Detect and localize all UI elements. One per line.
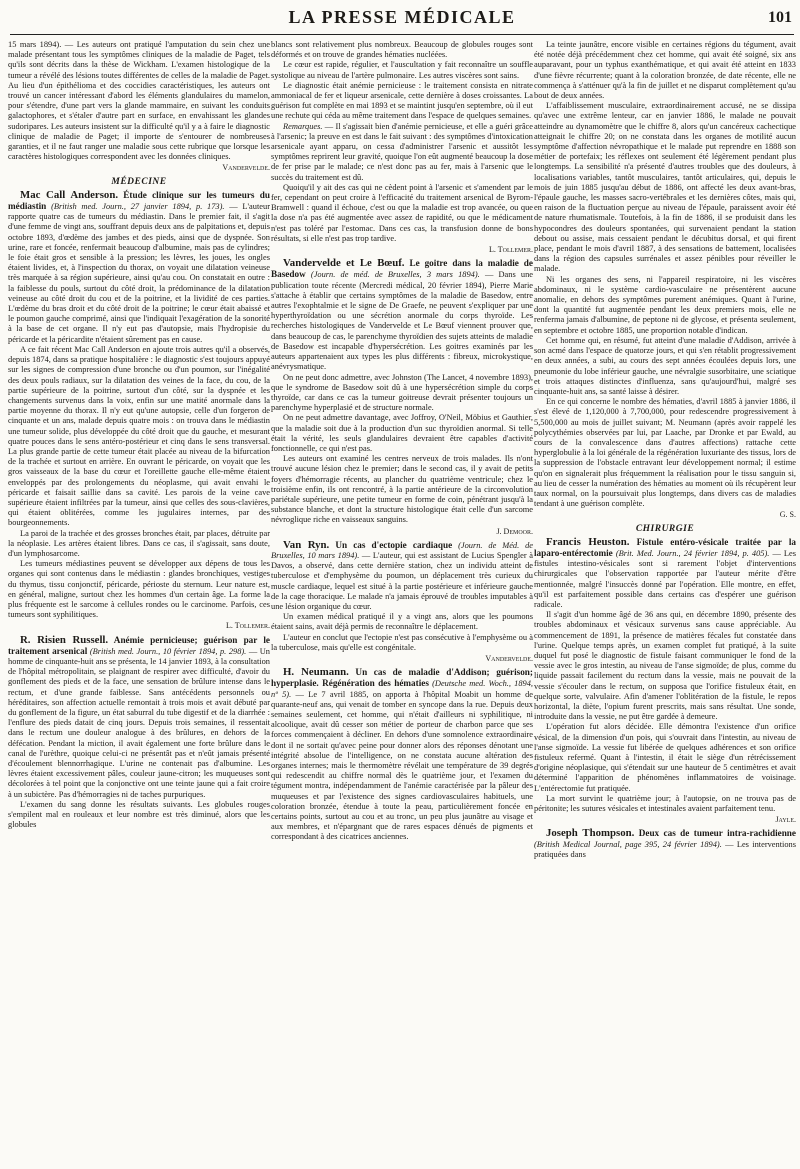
column-3	[534, 40, 796, 1167]
paragraph: Quoiqu'il y ait des cas qui ne cèdent point à l'arsenic et s'amendent par le fer, cependant on peut croire à l'efficacité du traitement arsenical de Byrom-Bramwell : quand il échoue, c'est ou que la maladie est trop avancée, ou que la dose n'a pas été augmentée avec assez de rapidité, ou que le médicament n'est pas toléré par l'estomac. Dans ces cas, la transfusion donne de bons résultats, si elle n'est pas trop tardive.	[271, 182, 533, 243]
article-author: Francis Heuston.	[546, 535, 630, 548]
paragraph: Ni les organes des sens, ni l'appareil respiratoire, ni les viscères abdominaux, ni le système cardio-vasculaire ne présentèrent aucune anomalie, en dehors des symptômes purement anémiques. Quant à l'urine, dont la quantité fut augmentée pendant les deux premiers mois, elle ne renferma jamais d'albumine, de peptone ni de glycose, et présenta seulement, en septembre et octobre 1885, une proportion notable d'indican.	[534, 274, 796, 335]
article-author: Van Ryn.	[283, 538, 330, 551]
article-title: Étude clinique sur les tumeurs du médiastin	[8, 189, 270, 212]
paragraph: blancs sont relativement plus nombreux. Beaucoup de globules rouges sont déformés et on trouve de grandes hématies nucléées.	[271, 40, 533, 60]
article-mac-call-anderson	[8, 190, 270, 345]
article-author: Joseph Thompson.	[546, 827, 635, 840]
paragraph: On ne peut donc admettre, avec Johnston (The Lancet, 4 novembre 1893), que le syndrome de Basedow soit dû à une hypersécrétion simple du corps thyroïde, car dans ce cas la tumeur goitreuse devrait présenter toujours un parenchyme hyperplasié et de structure normale.	[271, 372, 533, 413]
signature: L. Tollemer.	[226, 621, 270, 631]
article-text: — Dans une publication toute récente (Mercredi médical, 20 février 1894), Pierre Marie s'attache à établir que certains symptômes de la maladie de Basedow, entre autres l'exophtalmie et le signe de De Graefe, ne peuvent s'expliquer par une hyperthyroïdation ou une sécrétion anormale du corps thyroïde. Les recherches histologiques de Vandervelde et Le Bœuf viennent prouver que, dans beaucoup de cas, le parenchyme thyroïdien des sujets atteints de maladie de Basedow est incapable d'hypersécrétion. Les goitres examinés par les auteurs appartenaient aux types les plus différents : fibreux, microkystique, anévrysmatique.	[271, 270, 533, 372]
article-author: H. Neumann.	[283, 666, 349, 679]
page-header	[10, 4, 794, 35]
column-1	[8, 40, 270, 1167]
article-reference: (British med. Journ., 10 février 1894, p. 298).	[87, 646, 247, 656]
article-text: — Les fistules intestino-vésicales sont si rarement l'objet d'interventions chirurgicales que l'observation rapportée par l'auteur mérite d'être mentionnée, malgré l'insuccès donné par l'opération. Elle montre, en effet, qu'il est parfaitement possible dans certains cas d'espérer une guérison radicale.	[534, 548, 796, 609]
article-title: Le goitre dans la maladie de Basedow	[271, 258, 533, 280]
journal-title: LA PRESSE MÉDICALE	[288, 7, 516, 27]
article-title: Un cas de maladie d'Addison; guérison; hyperplasie. Régénération des hématies	[271, 667, 533, 689]
article-text: — Le 7 avril 1885, on apporta à l'hôpital Moabit un homme de quarante-neuf ans, qui venait de tomber en syncope dans la rue. Depuis deux semaines seulement, cet homme, qui n'était d'ailleurs ni syphilitique, ni alcoolique, avait dû cesser son métier de porteur de charbon parce que ses forces commençaient à décliner. En dehors d'une somnolence extraordinaire dont il ne sortait qu'avec peine pour donner alors des réponses dénotant une intégrité absolue de l'intelligence, on ne constata aucune altération des organes internes; mais le thermomètre révélait une température de 39 degrés qui redescendit au chiffre normal dès le quatrième jour, et l'examen du tégument montra, indépendamment de l'anémie caractérisée par la pâleur des muqueuses et par l'existence des signes cardiovasculaires habituels, une coloration bronzée, étendue à toute la peau, particulièrement foncée en certains points, surtout au cou et au tronc, un peu plus jaunâtre au visage et aux membres, et n'épargnant que de rares espaces dénués de pigments et correspondant à des cicatrices anciennes.	[271, 689, 533, 842]
page-number: 101	[768, 9, 792, 26]
article-title: Anémie pernicieuse; guérison par le traitement arsenical	[8, 634, 270, 656]
paragraph: Le cœur est rapide, régulier, et l'auscultation y fait reconnaître un souffle systolique au niveau de l'artère pulmonaire. Les autres viscères sont sains.	[271, 60, 533, 80]
section-heading-medecine: MÉDECINE	[111, 176, 167, 187]
paragraph: L'auteur en conclut que l'ectopie n'est pas consécutive à l'emphysème ou à la tuberculose, mais qu'elle est congénitale.	[271, 632, 533, 652]
paragraph: A ce fait récent Mac Call Anderson en ajoute trois autres qu'il a observés, depuis 1874, dans sa pratique hospitalière : le diagnostic s'est toujours appuyé sur les signes de compression d'une bronche ou d'un poumon, sur l'inégalité des deux pouls radiaux, sur la dilatation des veines de la face, du cou, de la partie supérieure de la poitrine, surtout d'un côté, sur la dyspnée et les changements survenus dans la voix, enfin sur une matité anormale dans la partie moyenne du thorax. Il n'y eut qu'une autopsie, celle d'un forgeron de cinquante et un ans, malade depuis quatre mois : on trouva dans le médiastin une tumeur solide, plus développée du côté droit que du gauche, et mesurant quatre pouces dans le sens antéro-postérieur et cinq dans le sens transversal. La plus grande partie de cette tumeur était placée au niveau de la bifurcation de la trachée et surtout en arrière. En ouvrant le péricarde, on voyait que les gros vaisseaux de la base du cœur et l'oreillette gauche elle-même étaient enveloppés par des prolongements du néoplasme, qui avait envahi le péricarde et faisait saillie dans sa cavité. Les parois de la veine cave supérieure étaient infiltrées par la tumeur, ainsi que celles des sous-clavières, qui étaient oblitérées, comme les jugulaires internes, par des bourgeonnements.	[8, 344, 270, 528]
article-reference: (Journ. de Méd. de Bruxelles, 10 mars 1894).	[271, 540, 533, 560]
paragraph: L'affaiblissement musculaire, extraordinairement accusé, ne se dissipa qu'avec une extrême lenteur, car en janvier 1886, le malade ne pouvait atteindre au dynamomètre que le chiffre 8, alors qu'un cancéreux cachectique atteignait le chiffre 20; on ne constata dans les organes de motilité aucun symptôme d'affection névropathique et le malade put reprendre en 1888 son métier de portefaix; les réflexes ont seulement été légèrement pendant plus longtemps. La sensibilité n'a présenté d'autres troubles que des douleurs, à localisations variables, tantôt musculaires, tantôt articulaires, qui, depuis le mois de juin 1885 jusqu'au début de 1886, ont affecté les deux avant-bras, l'épaule gauche, les masses sacro-vertébrales et les dernières côtes, mais qui, en raison de la fluctuation perçue au niveau de l'épaule, paraissent avoir été de nature rhumatismale. Toutefois, à la fin de 1886, il se produisit dans les hypocondres des douleurs spontanées, qui survenaient pendant la station debout ou assise, mais cessaient pendant le décubitus dorsal, et qui firent place, pendant le mois d'avril 1887, à des sensations de battement, localisées dans la région des capsules surrénales et assez pénibles pour réveiller le malade.	[534, 101, 796, 274]
signature: J. Demoor.	[496, 526, 533, 536]
article-reference: (Deutsche med. Woch., 1894, nº 5).	[271, 679, 533, 699]
paragraph: Un examen médical pratiqué il y a vingt ans, alors que les poumons étaient sains, avait déjà permis de reconnaître le déplacement.	[271, 612, 533, 632]
article-author: R. Risien Russell.	[20, 633, 109, 646]
paragraph: En ce qui concerne le nombre des hématies, d'avril 1885 à janvier 1886, il s'est élevé de 1,120,000 à 7,700,000, pour redescendre progressivement à 5,500,000 au mois de juillet suivant; M. Neumann (après avoir rappelé les polycythémies observées par lui, par Laache, par Dronke et par Ewald, au cours de la convalescence dans d'autres affections) rattache cette hyperglobulie à la loi générale de la régénération luxuriante des tissus, lors de la suppression de l'obstacle entravant leur développement normal; il estime qu'on en signalerait plus fréquemment la réalisation pour le tissu sanguin si, au lieu de cesser la numération des hématies au moment où ils récupèrent leur taux normal, on la poursuivait plus longtemps, dans divers cas de maladies tendant à une guérison complète.	[534, 397, 796, 509]
column-2	[271, 40, 533, 1167]
article-reference: (British med. Journ., 27 janvier 1894, p. 173).	[46, 202, 225, 212]
article-text: — Les interventions pratiquées dans	[534, 839, 796, 859]
paragraph: Le diagnostic était anémie pernicieuse : le traitement consista en nitrate ammoniacal de fer et liqueur arsenicale, cette dernière à doses croissantes. La guérison fut complète en mai 1893 et se maintint jusqu'en septembre, où il eut une rechute qui céda au même traitement dans l'espace de quelques semaines.	[271, 80, 533, 121]
article-text: — L'auteur, qui est assistant de Lucius Spengler à Davos, a observé, dans cette dernière station, chez un individu atteint de tuberculose et d'emphysème du poumon, un déplacement très curieux du muscle cardiaque, lequel est situé à la partie postérieure et inférieure gauche de la cage thoracique. Le malade n'a jamais éprouvé de troubles imputables à une lésion organique du cœur.	[271, 550, 533, 611]
article-text: — Un homme de cinquante-huit ans se présenta, le 14 janvier 1893, à la consultation de l'hôpital métropolitain, se plaignant de respirer avec difficulté, d'avoir du gonflement des pieds et de la face, une sensation de brûlure intense dans le rectum, et d'une grande faiblesse. Sans antécédents personnels ou héréditaires, son affection actuelle remontait à trois mois et avait débuté par du gonflement de la figure, un état saburral du tube digestif et de la diarrhée : l'enflure des pieds datait de cinq jours. Depuis trois semaines, il ressentait dans le rectum une douleur analogue à des brûlures, en dehors de la défécation. Pendant la miction, il avait également une forte brûlure dans le canal de l'urèthre, quoique celui-ci ne présentât pas et n'eût jamais présenté d'écoulement blennorrhagique. L'urine ne contenait pas d'albumine. Les lèvres étaient excessivement pâles, couleur jaune-citron; les muqueuses sont décolorées à tel point que la conjonctive ont une teinte jaune qui a fait croire à un subictère. Pas d'hémorragies ni de taches purpuriques.	[8, 646, 270, 799]
signature: Vandervelde.	[485, 653, 533, 663]
paragraph: Cet homme qui, en résumé, fut atteint d'une maladie d'Addison, arrivée à son acmé dans l'espace de quatorze jours, et qui s'en rétablit progressivement en deux années, a subi, au cours des sept années écoulées depuis lors, une pneumonie du lobe inférieur gauche, une névralgie susorbitaire, une sciatique et trois attaques distinctes d'influenza, sans qu'aujourd'hui, malgré ses cinquante-huit ans, sa santé laisse à désirer.	[534, 335, 796, 396]
article-neumann	[271, 667, 533, 842]
paragraph: La teinte jaunâtre, encore visible en certaines régions du tégument, avait été notée déjà précédemment chez cet homme, qui avait été soigné, six ans auparavant, pour un typhus exanthématique, et qui avait été atteint en 1833 d'une fièvre récurrente; quant à la coloration bronzée, de date récente, elle ne commença à s'atténuer qu'à la fin de juillet et ne disparut complètement qu'au bout de deux années.	[534, 40, 796, 101]
paragraph-remarks	[271, 122, 533, 183]
article-van-ryn	[271, 540, 533, 612]
paragraph: Les tumeurs médiastines peuvent se développer aux dépens de tous les organes qui sont contenus dans le médiastin : glandes bronchiques, vestiges du thymus, tissu conjonctif, péricarde, périoste du sternum. Leur nature est, en général, maligne, surtout chez les hommes d'un certain âge. La forme la plus fréquente est le sarcome à cellules rondes ou le carcinome. Parfois, ces tumeurs sont syphilitiques.	[8, 559, 270, 620]
paragraph: Il s'agit d'un homme âgé de 36 ans qui, en décembre 1890, présente des troubles abdominaux et vésicaux survenus sans cause appréciable. Au commencement de 1891, la présence de matières fécales fut constatée dans l'urine. Quelque temps après, un examen complet fut pratiqué, à la suite duquel fut posé le diagnostic de fistule faisant communiquer le fond de la vessie avec le gros intestin, au niveau de l'anse sigmoïde; de plus, comme du liquide passait facilement du rectum dans la vessie, mais ne pouvait de la vessie s'écouler dans le rectum, on supposa que l'orifice fistuleux était, en quelque sorte, valvulaire. Afin d'amener l'oblitération de la fistule, le repos horizontal, la diète, l'opium furent prescrits, mais sans résultat. Une sonde, introduite dans la vessie, ne put être gardée à demeure.	[534, 610, 796, 722]
paragraph: L'opération fut alors décidée. Elle démontra l'existence d'un orifice vésical, de la dimension d'un pois, qui s'ouvrait dans l'intestin, au niveau de l'anse sigmoïde. La vessie fut libérée de quelques adhérences et son orifice fistuleux refermé. Quant à l'intestin, il était le siège d'un rétrécissement d'origine néoplasique, qui s'étendait sur une hauteur de 5 centimètres et avait déterminé l'apparition de phénomènes inflammatoires de voisinage. L'entérectomie fut pratiquée.	[534, 722, 796, 793]
article-title: Fistule entéro-vésicale traitée par la laparo-entérectomie	[534, 536, 796, 558]
paragraph: 15 mars 1894). — Les auteurs ont pratiqué l'amputation du sein chez une malade présentant tous les symptômes cliniques de la maladie de Paget, tels qu'ils sont décrits dans la thèse de Wickham. L'examen histologique de la tumeur a révélé des lésions toutes différentes de celles de la maladie de Paget. Au lieu d'un épithélioma et des coccidies caractéristiques, les auteurs ont trouvé un cancer intéressant d'abord les éléments glandulaires du mamelon, pour s'étendre, d'une part vers la glande mammaire, en suivant les conduits galactophores, et s'étaler d'autre part en surface, en envahissant les glandes sudoripares. Les auteurs insistent sur la difficulté qu'il y a à faire le diagnostic clinique de maladie de Paget; il importe de s'entourer de nombreuses garanties, et il ne faut ranger une maladie sous cette rubrique que lorsque les caractères histologiques correspondent avec les données cliniques.	[8, 40, 270, 162]
article-author: Mac Call Anderson.	[20, 188, 119, 201]
paragraph: La mort survint le quatrième jour; à l'autopsie, on ne trouva pas de péritonite; les sutures vésicales et intestinales avaient parfaitement tenu.	[534, 793, 796, 814]
signature: L. Tollemer.	[489, 245, 533, 255]
article-title: Un cas d'ectopie cardiaque	[329, 539, 453, 550]
paragraph: La paroi de la trachée et des grosses bronches était, par places, détruite par la néoplasie. Les artères étaient libres. Dans ce cas, il s'agissait, sans doute, d'un lymphosarcome.	[8, 528, 270, 558]
article-text: — L'auteur rapporte quatre cas de tumeurs du médiastin. Dans le premier fait, il s'agit d'une femme de vingt ans, souffrant depuis deux ans de palpitations et, depuis octobre 1893, d'œdème des jambes et des pieds, ainsi que de dyspnée. Son urine, rare et foncée, renfermait beaucoup d'albumine, mais pas de cylindres; le foie était gros et sensible à la pression; les lèvres, les joues, les ongles étaient livides, et, à l'inspection du thorax, on voyait une dilatation veineuse très marquée à sa région supérieure, ainsi qu'au cou. On constatait en outre : la faiblesse du pouls, surtout du côté droit, la prédominance de la dilatation veineuse au côté droit du cou et de la poitrine, et la lividité de ces parties. L'œdème du bras droit et du côté droit de la poitrine; le cœur était abaissé et le poumon gauche comprimé, ainsi que l'indiquait l'exagération de la sonorité à la base de cet organe. Il n'y eut pas d'autopsie, mais l'hydropisie du péricarde et la péricardite n'étaient sûrement pas en cause.	[8, 202, 270, 344]
paragraph: Les auteurs ont examiné les centres nerveux de trois malades. Ils n'ont trouvé aucune lésion chez le premier; dans le second cas, il y avait de petits foyers d'hémorragie récents, au plancher du quatrième ventricule; chez le troisième enfin, ils ont rencontré, à la partie antérieure de la circonvolution pariétale supérieure, une petite tumeur en forme de coin, pénétrant jusqu'à la substance blanche, et dont la structure histologique était celle d'un sarcome névroglique riche en vaisseaux sanguins.	[271, 454, 533, 525]
article-reference: (British Medical Journal, page 395, 24 février 1894).	[534, 839, 722, 849]
signature: G. S.	[779, 510, 796, 520]
article-author: Vandervelde et Le Bœuf.	[283, 257, 405, 270]
article-risien-russell	[8, 635, 270, 800]
article-reference: (Brit. Med. Journ., 24 février 1894, p. 405).	[612, 548, 770, 558]
paragraph: L'examen du sang donne les résultats suivants. Les globules rouges s'empilent mal en rouleaux et leur nombre est très diminué, alors que les globules	[8, 799, 270, 830]
article-title: Deux cas de tumeur intra-rachidienne	[634, 828, 796, 839]
article-joseph-thompson	[534, 828, 796, 860]
remarks-text: — Il s'agissait bien d'anémie pernicieuse, et elle a guéri grâce à l'arsenic; la preuve en est dans le fait suivant : des symptômes d'intoxication arsenicale ayant apparu, on cessa d'administrer l'arsenic et aussitôt les symptômes reprirent leur gravité, quoique l'on eût augmenté beaucoup la dose de fer prise par le malade; ce n'est donc pas au fer, mais à l'arsenic que le succès du traitement est dû.	[271, 121, 533, 182]
signature: Jayle.	[775, 815, 796, 825]
paragraph: On ne peut admettre davantage, avec Joffroy, O'Neil, Möbius et Gauthier, que la maladie soit due à la production d'un suc thyroïdien anormal. Si telle était la vérité, les seuls glandulaires devraient être capables d'activité fonctionnelle, ce qui n'est pas.	[271, 413, 533, 453]
article-reference: (Journ. de méd. de Bruxelles, 3 mars 1894).	[305, 270, 480, 280]
remarks-label: Remarques.	[283, 121, 323, 131]
article-francis-heuston	[534, 537, 796, 610]
article-vandervelde-le-boeuf	[271, 258, 533, 372]
signature: Vandervelde.	[222, 163, 270, 173]
section-heading-chirurgie: CHIRURGIE	[635, 523, 695, 534]
